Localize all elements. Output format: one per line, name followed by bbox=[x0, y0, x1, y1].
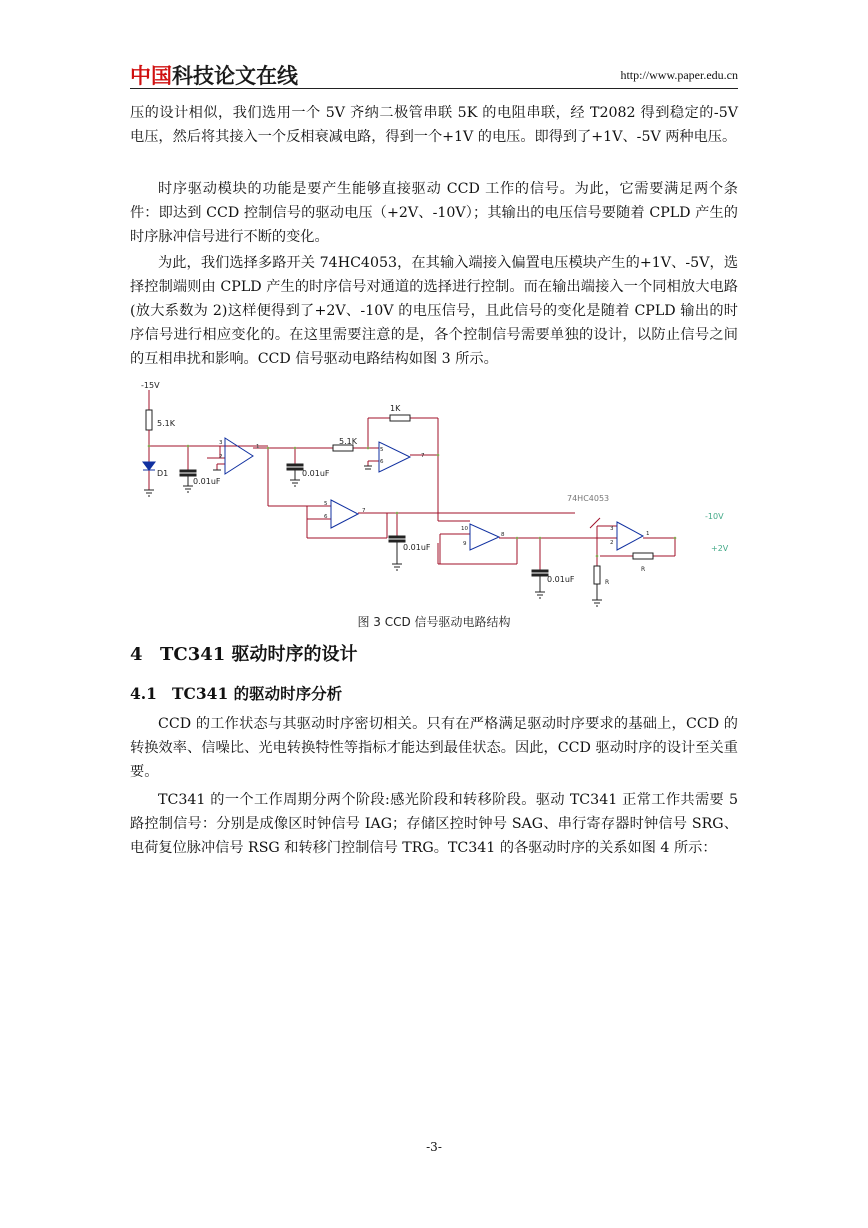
paragraph-5: TC341 的一个工作周期分两个阶段:感光阶段和转移阶段。驱动 TC341 正常工作共需要 5 路控制信号：分别是成像区时钟信号 IAG；存储区控时钟号 SAG、串行寄存器时钟信号 SRG、电荷复位脉冲信号 RSG 和转移门控制信号 TRG。TC341 的各驱动时序的关系如图 4 所示： bbox=[130, 792, 738, 856]
r-gnd-label: R bbox=[605, 579, 610, 586]
pin-label: 9 bbox=[463, 541, 467, 547]
c3-label: 0.01uF bbox=[403, 543, 431, 552]
journal-logo bbox=[130, 60, 298, 90]
pin-label: 3 bbox=[219, 440, 223, 446]
d1-label: D1 bbox=[157, 469, 169, 478]
pin-label: 6 bbox=[324, 514, 328, 520]
pin-label: 7 bbox=[421, 453, 425, 459]
logo-part-red: 中国 bbox=[130, 64, 172, 88]
out-high-label: -10V bbox=[705, 512, 724, 521]
pin-label: 2 bbox=[610, 540, 614, 546]
header-rule bbox=[130, 88, 738, 89]
circuit-diagram bbox=[135, 378, 735, 608]
r-input-label: 5.1K bbox=[339, 437, 357, 446]
c4-label: 0.01uF bbox=[547, 575, 575, 584]
paragraph-1: 压的设计相似，我们选用一个 5V 齐纳二极管串联 5K 的电阻串联，经 T2082 得到稳定的-5V 电压，然后将其接入一个反相衰减电路，得到一个+1V 的电压。即得到了+1V、-5V 两种电压。 bbox=[130, 105, 738, 145]
out-low-label: +2V bbox=[711, 544, 729, 553]
pin-label: 1 bbox=[256, 444, 260, 450]
pin-label: 6 bbox=[380, 459, 384, 465]
pin-label: 1 bbox=[646, 531, 650, 537]
r-feedback-label: 1K bbox=[390, 404, 401, 413]
section-4-heading bbox=[130, 640, 358, 666]
header-url[interactable]: http://www.paper.edu.cn bbox=[620, 68, 738, 82]
c1-label: 0.01uF bbox=[193, 477, 221, 486]
paragraph-4: CCD 的工作状态与其驱动时序密切相关。只有在严格满足驱动时序要求的基础上，CCD 的转换效率、信噪比、光电转换特性等指标才能达到最佳状态。因此，CCD 驱动时序的设计至关重要。 bbox=[130, 716, 738, 780]
section-4-1-heading bbox=[130, 682, 342, 704]
page-header bbox=[130, 58, 738, 88]
pin-label: 3 bbox=[610, 526, 614, 532]
r-fb2-label: R bbox=[641, 566, 646, 573]
subsection-title: TC341 的驱动时序分析 bbox=[172, 684, 343, 703]
pin-label: 5 bbox=[380, 447, 384, 453]
r1-label: 5.1K bbox=[157, 419, 175, 428]
subsection-number: 4.1 bbox=[130, 684, 157, 703]
logo-part-dark: 科技论文在线 bbox=[172, 64, 298, 88]
pin-label: 2 bbox=[219, 454, 223, 460]
pin-label: 7 bbox=[362, 508, 366, 514]
pin-label: 8 bbox=[501, 532, 505, 538]
supply-label: -15V bbox=[141, 381, 160, 390]
paragraph-3: 为此，我们选择多路开关 74HC4053，在其输入端接入偏置电压模块产生的+1V、-5V，选择控制端则由 CPLD 产生的时序信号对通道的选择进行控制。而在输出端接入一个同相放大电路(放大系数为 2)这样便得到了+2V、-10V 的电压信号，且此信号的变化是随着 CPLD 输出的时序信号进行相应变化的。在这里需要注意的是，各个控制信号需要单独的设计，以防止信号之间的互相串扰和影响。CCD 信号驱动电路结构如图 3 所示。 bbox=[130, 255, 739, 367]
page-number: -3- bbox=[426, 1140, 442, 1154]
mux-label: 74HC4053 bbox=[567, 494, 610, 503]
opamp-a-symbol bbox=[225, 438, 253, 474]
section-number: 4 bbox=[130, 644, 143, 665]
paragraph-2: 时序驱动模块的功能是要产生能够直接驱动 CCD 工作的信号。为此，它需要满足两个条件：即达到 CCD 控制信号的驱动电压（+2V、-10V）；其输出的电压信号要随着 CPLD 产生的时序脉冲信号进行不断的变化。 bbox=[130, 181, 738, 245]
section-title: TC341 驱动时序的设计 bbox=[160, 644, 358, 665]
c2-label: 0.01uF bbox=[302, 469, 330, 478]
pin-label: 10 bbox=[461, 526, 468, 532]
pin-label: 5 bbox=[324, 501, 328, 507]
figure-caption: 图 3 CCD 信号驱动电路结构 bbox=[357, 615, 511, 629]
